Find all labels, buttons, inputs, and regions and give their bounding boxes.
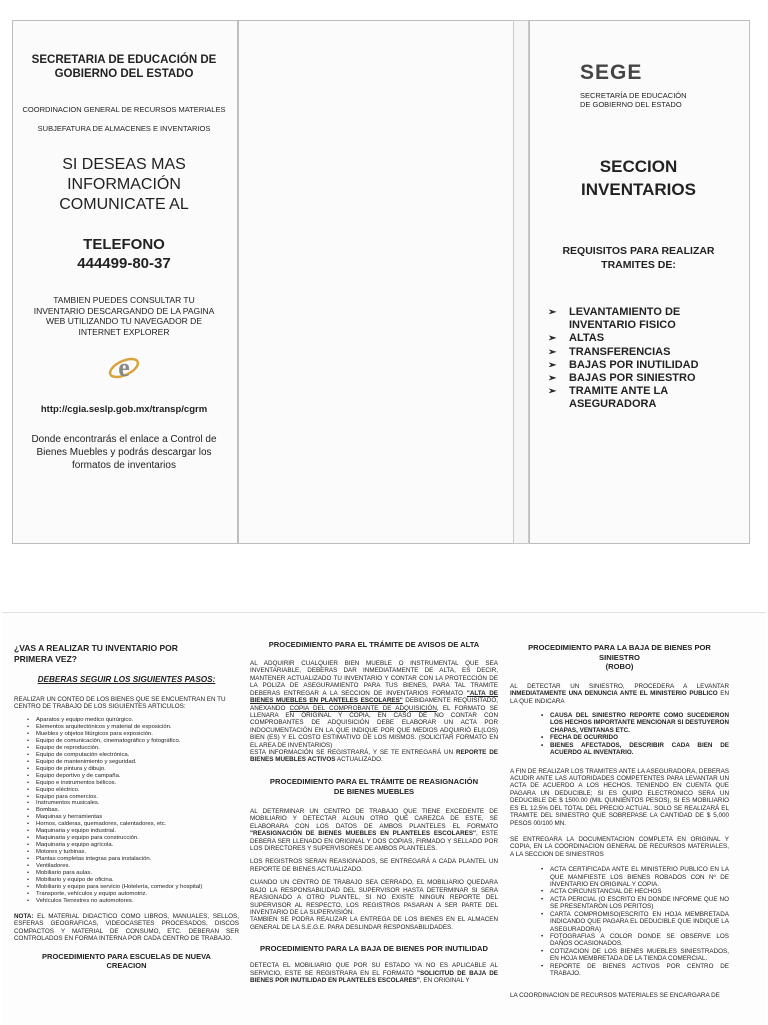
fold-strip bbox=[513, 20, 529, 544]
alta-report-name: REPORTE DE BIENES MUEBLES ACTIVOS bbox=[250, 749, 498, 764]
list-item: • Equipo de pintura y dibujo. bbox=[36, 766, 239, 773]
list-item: • Equipo de computación electrónica. bbox=[36, 752, 239, 759]
link-line3: formatos de inventarios bbox=[72, 460, 176, 471]
list-item: • Muebles y objetos litúrgicos para exposición. bbox=[36, 731, 239, 738]
list-item: • CAUSA DEL SINIESTRO REPORTE COMO SUCEDIERON LOS HECHOS IMPORTANTE MENCIONAR SI DESTUYERON CHAPAS, VENTANAS ETC. bbox=[550, 712, 729, 734]
list-item: • Hornos, calderas, quemadores, calentadores, etc. bbox=[36, 821, 239, 828]
list-item: • Motores y turbinas. bbox=[36, 849, 239, 856]
list-item: • Equipo eléctrico. bbox=[36, 787, 239, 794]
list-item: • Maquinas y herramientas bbox=[36, 814, 239, 821]
first-inventory-heading-line1: ¿VAS A REALIZAR TU INVENTARIO POR bbox=[14, 643, 178, 653]
list-item: • Instrumentos musicales. bbox=[36, 800, 239, 807]
list-item: • Maquinaria y equipo agrícola. bbox=[36, 842, 239, 849]
theft-title-line1: PROCEDIMIENTO PARA LA BAJA DE BIENES POR bbox=[528, 643, 711, 652]
list-item: • REPORTE DE BIENES ACTIVOS POR CENTRO DE TRABAJO. bbox=[550, 963, 729, 978]
requirements-line1: REQUISITOS PARA REALIZAR bbox=[562, 245, 715, 257]
link-line2: Bienes Muebles y podrás descargar los bbox=[36, 447, 212, 458]
requirements-line2: TRAMITES DE: bbox=[601, 259, 676, 271]
consult-line1: TAMBIEN PUEDES CONSULTAR TU bbox=[53, 295, 195, 305]
list-item: ➢ BAJAS POR INUTILIDAD bbox=[569, 359, 748, 372]
info-line2: INFORMACIÓN bbox=[67, 176, 181, 193]
website-url[interactable]: http://cgia.seslp.gob.mx/transp/cgrm bbox=[40, 404, 208, 415]
logo-subtitle2: DE GOBIERNO DEL ESTADO bbox=[580, 100, 682, 109]
list-item: • COTIZACION DE LOS BIENES MUEBLES SINIESTRADOS, EN HOJA MEMBRETADA DE LA TIENDA COMERCIAL. bbox=[550, 948, 729, 963]
list-item-cont: ASEGURADORA bbox=[569, 398, 657, 411]
org-name-line1: SECRETARIA DE EDUCACIÓN DE bbox=[31, 54, 217, 66]
link-line1: Donde encontrarás el enlace a Control de bbox=[31, 434, 217, 445]
theft-text-c: EN LA QUE INDICARA bbox=[510, 690, 730, 705]
reassignment-paragraph1 bbox=[250, 808, 498, 853]
list-item: • Bombas. bbox=[36, 807, 239, 814]
info-line3: COMUNICATE AL bbox=[59, 196, 189, 213]
alta-receipt: COPIA DEL COMPROBANTE DE ADQUISICIÓN bbox=[289, 704, 437, 712]
list-item: • Mobiliario para aulas. bbox=[36, 870, 239, 877]
new-schools-heading-line1: PROCEDIMIENTO PARA ESCUELAS DE NUEVA bbox=[42, 951, 211, 961]
sege-logo-text: SEGE bbox=[580, 61, 643, 84]
list-item: • Equipo de comunicación, cinematográfico y fotográfico. bbox=[36, 738, 239, 745]
list-item: ➢ BAJAS POR SINIESTRO bbox=[569, 372, 748, 385]
list-item: • ACTA CIRCUNSTANCIAL DE HECHOS bbox=[550, 888, 729, 895]
list-item: • Ventiladores. bbox=[36, 863, 239, 870]
reassign-text-c: , ESTE DEBERA SER LLENADO EN ORIGINAL Y DOS COPIAS, FIRMADO Y SELLADO POR LOS DIRECTORES Y SUPERVISORES DE AMBOS PLANTELES. bbox=[250, 830, 498, 853]
list-item: • Equipo e instrumentos bélicos. bbox=[36, 780, 239, 787]
list-item: • CARTA COMPROMISO(ESCRITO EN HOJA MEMBRETADA INDICANDO QUE PAGARA EL DEDUCIBLE QUE INDIQUE LA ASEGURADORA) bbox=[550, 911, 729, 933]
left-panel-content bbox=[14, 20, 234, 472]
disposal-uselessness-title: PROCEDIMIENTO PARA LA BAJA DE BIENES POR INUTILIDAD bbox=[260, 944, 488, 954]
list-item: • Equipo de reproducción. bbox=[36, 745, 239, 752]
coordination-line: COORDINACION GENERAL DE RECURSOS MATERIALES bbox=[22, 105, 226, 114]
list-item: • Maquinaria y equipo industrial. bbox=[36, 828, 239, 835]
title-inventarios: INVENTARIOS bbox=[581, 180, 696, 199]
note-paragraph bbox=[14, 913, 239, 943]
alta-text-a: AL ADQUIRIR CUALQUIER BIEN MUEBLE O INSTRUMENTAL QUE SEA INVENTARIABLE, DEBERAS DAR INMEDIATAMENTE DE ALTA, ES DECIR, MANTENER ACTUALIZADO TU INVENTARIO Y CONTAR CON LA PROTECCIÓN DE LA POLIZA DE ASEGURAMIENTO PARA TUS BIENES, PARA TAL TRAMITE DEBERAS ENTREGAR A LA SECCION DE INVENTARIOS FORMATO bbox=[250, 660, 498, 697]
logo-subtitle1: SECRETARÍA DE EDUCACIÓN bbox=[580, 91, 687, 100]
alta-report-suffix: ACTUALIZADO. bbox=[336, 756, 383, 764]
list-item: • Transporte, vehículos y equipo automotriz. bbox=[36, 891, 239, 898]
disposal-text-c: , EN ORIGINAL Y bbox=[419, 977, 470, 985]
reassign-text-a: AL DETERMINAR UN CENTRO DE TRABAJO QUE TIENE EXCEDENTE DE MOBILIARIO Y DETECTAR ALGUN OTRO QUE CAREZCA DE ESTE, SE ELABORARA CON LOS DATOS DE AMBOS PLANTELES EL FORMATO bbox=[250, 807, 498, 830]
info-line1: SI DESEAS MAS bbox=[62, 156, 186, 173]
phone-number: 444499-80-37 bbox=[77, 255, 171, 272]
steps-heading: DEBERAS SEGUIR LOS SIGUIENTES PASOS: bbox=[37, 675, 216, 684]
alta-text-c: DEBIDAMENTE REQUISITADO, ANEXANDO bbox=[250, 697, 498, 712]
list-item: • Maquinaria y equipo para construcción. bbox=[36, 835, 239, 842]
list-item: • Vehículos Terrestres no automotores. bbox=[36, 898, 239, 905]
alta-procedure-title: PROCEDIMIENTO PARA EL TRÁMITE DE AVISOS DE ALTA bbox=[268, 640, 480, 649]
reassignment-paragraph3: CUANDO UN CENTRO DE TRABAJO SEA CERRADO, EL MOBILIARIO QUEDARA BAJO LA RESPONSABILIDAD DEL SUPERVISOR HASTA DETERMINAR SI SERA REASIGNADO A OTRO PLANTEL, SI NO EXISTE NINGUN REPORTE DEL SUPERVISOR AL RESPECTO, LOS REGISTROS PASARAN A SER PARTE DEL INVENTARIO DE LA SUPERVISIÓN. bbox=[250, 879, 498, 916]
list-item: ➢ TRANSFERENCIAS bbox=[569, 346, 748, 359]
phone-label: TELEFONO bbox=[83, 236, 165, 253]
reassignment-paragraph4: TAMBIEN SE PODRA REALIZAR LA ENTREGA DE LOS BIENES EN EL ALMACEN GENERAL DE LA S.E.G.E. PARA DESLINDAR RESPONSABILIDADES. bbox=[250, 916, 498, 931]
disposal-form-name: "SOLICITUD DE BAJA DE BIENES POR INUTILIDAD EN PLANTELES ESCOLARES" bbox=[250, 969, 499, 985]
theft-paragraph3: SE ENTREGARA LA DOCUMENTACION COMPLETA EN ORIGINAL Y COPIA, EN LA COORDINACION GENERAL DE RECURSOS MATERIALES, A LA SECCION DE SINIESTROS bbox=[510, 835, 729, 858]
theft-title-line2: SINIESTRO bbox=[599, 652, 640, 662]
column-first-inventory bbox=[14, 643, 239, 971]
alta-form-name: "ALTA DE BIENES MUEBLES EN PLANTELES ESCOLARES" bbox=[250, 689, 498, 705]
subjefatura-line: SUBJEFATURA DE ALMACENES E INVENTARIOS bbox=[37, 124, 211, 133]
right-panel-content bbox=[529, 20, 748, 412]
list-item: • Equipo para comercios. bbox=[36, 794, 239, 801]
brochure-middle-panel bbox=[238, 20, 516, 544]
note-text: EL MATERIAL DIDACTICO COMO LIBROS, MANUALES, SELLOS, ESFERAS GEOGRAFICAS, VIDEOCASETES PROCESADOS, DISCOS COMPACTOS Y MATERIAL DE CONSUMO, ETC. DEBERAN SER CONTROLADOS EN FORMA INTERNA POR CADA CENTRO DE TRABAJO. bbox=[14, 913, 240, 943]
sege-logo bbox=[580, 61, 748, 109]
list-item: • FOTOGRAFIAS A COLOR DONDE SE OBSERVE LOS DAÑOS OCASIONADOS. bbox=[550, 933, 729, 948]
theft-text-a: AL DETECTAR UN SINIESTRO, PROCEDERA A LEVANTAR bbox=[510, 682, 729, 690]
consult-line3: WEB UTILIZANDO TU NAVEGADOR DE bbox=[45, 316, 202, 326]
list-item: • Mobiliario y equipo de oficina. bbox=[36, 877, 239, 884]
list-item: • ACTA CERTIFICADA ANTE EL MINISTERIO PUBLICO EN LA QUE MANIFIESTE LOS BIENES ROBADOS CON Nº DE INVENTARIO EN ORIGINAL Y COPIA. bbox=[550, 866, 729, 888]
alta-report-text: ESTA INFORMACIÓN SE REGISTRARÁ, Y SE TE ENTREGARÁ UN bbox=[250, 749, 454, 757]
column-theft-disposal bbox=[510, 643, 729, 999]
consult-line2: INVENTARIO DESCARGANDO DE LA PAGINA bbox=[33, 305, 215, 316]
theft-paragraph1 bbox=[510, 683, 729, 705]
consult-line4: INTERNET EXPLORER bbox=[78, 326, 170, 337]
articles-list bbox=[14, 717, 239, 905]
disposal-paragraph bbox=[250, 962, 498, 984]
list-item: • FECHA DE OCURRIDO bbox=[550, 734, 729, 741]
disposal-text-a: DETECTA EL MOBILIARIO QUE POR SU ESTADO YA NO ES APLICABLE AL SERVICIO, ESTE SE REGISTRARA EN EL FORMATO bbox=[250, 962, 498, 977]
theft-complaint: INMEDIATAMENTE UNA DENUNCIA ANTE EL MINISTERIO PUBLICO bbox=[510, 690, 718, 698]
list-item-cont: INVENTARIO FISICO bbox=[569, 319, 676, 332]
list-item: ➢ TRAMITE ANTE LA bbox=[569, 385, 748, 398]
procedures-list bbox=[542, 306, 748, 412]
column-procedures bbox=[250, 640, 498, 985]
theft-details-list bbox=[528, 712, 729, 757]
theft-footer: LA COORDINACION DE RECURSOS MATERIALES SE ENCARGARA DE bbox=[510, 991, 720, 999]
org-name-line2: GOBIERNO DEL ESTADO bbox=[54, 68, 194, 80]
list-item: • Equipo deportivo y de campaña. bbox=[36, 773, 239, 780]
first-inventory-heading-line2: PRIMERA VEZ? bbox=[14, 654, 77, 664]
theft-title-line3: (ROBO) bbox=[605, 662, 634, 672]
theft-documents-list bbox=[528, 866, 729, 977]
list-item: ➢ LEVANTAMIENTO DE bbox=[569, 306, 748, 319]
svg-text:e: e bbox=[118, 353, 130, 382]
internet-explorer-icon bbox=[107, 351, 141, 385]
list-item: • Plantas completas integras para instalación. bbox=[36, 856, 239, 863]
list-item: • Equipo de mantenimiento y seguridad. bbox=[36, 759, 239, 766]
list-item: • Elementos arquitectónicos y material de exposición. bbox=[36, 724, 239, 731]
count-instructions: REALIZAR UN CONTEO DE LOS BIENES QUE SE ENCUENTRAN EN TU CENTRO DE TRABAJO DE LOS SIGUIENTES ARTICULOS: bbox=[14, 696, 226, 711]
title-seccion: SECCION bbox=[599, 157, 678, 176]
reassignment-title: PROCEDIMIENTO PARA EL TRÁMITE DE REASIGNACIÓN DE BIENES MUEBLES bbox=[269, 776, 479, 796]
alta-text-e: , EL FORMATO SE LLENARA EN ORIGINAL Y COPIA, EN CASO DE NO CONTAR CON COMPROBANTES DE ADQUISICIÓN DEBE ELABORAR UN ACTA POR INDOCUMENTACIÓN EN LA QUE INDIQUE POR QUE MEDIOS ADQUIRIÓ EL(LOS) BIEN (ES) Y EL COSTO ESTIMATIVO DE LOS MISMOS. (SOLICITAR FORMATO EN EL AREA DE INVENTARIOS) bbox=[250, 704, 498, 749]
list-item: ➢ ALTAS bbox=[569, 332, 748, 345]
new-schools-heading-line2: CREACION bbox=[106, 961, 147, 971]
list-item: • ACTA PERICIAL (O ESCRITO EN DONDE INFORME QUE NO SE PRESENTARON LOS PERITOS) bbox=[550, 896, 729, 911]
reassign-form-name: "REASIGNACIÓN DE BIENES MUEBLES EN PLANTELES ESCOLARES" bbox=[250, 830, 477, 838]
note-label: NOTA: bbox=[14, 913, 34, 920]
list-item: • BIENES AFECTADOS, DESCRIBIR CADA BIEN DE ACUERDO AL INVENTARIO. bbox=[550, 742, 729, 757]
list-item: • Aparatos y equipo medico quirúrgico. bbox=[36, 717, 239, 724]
list-item: • Mobiliario y equipo para servicio (Hotelería, comedor y hospital) bbox=[36, 884, 239, 891]
reassignment-paragraph2: LOS REGISTROS SERAN REASIGNADOS, SE ENTREGARÁ A CADA PLANTEL UN REPORTE DE BIENES ACTUALIZADO. bbox=[250, 858, 498, 873]
alta-report-paragraph bbox=[250, 749, 498, 764]
theft-paragraph2: A FIN DE REALIZAR LOS TRAMITES ANTE LA ASEGURADORA, DEBERAS ACUDIR ANTE LAS AUTORIDADES COMPETENTES PARA LEVANTAR UN ACTA DE ACUERDO A LOS HECHOS. TENIENDO EN CUENTA QUE PAGARA UN DEDUCIBLE; SI ES QUIPO ELECTRONICO SERA UN DEDUCIBLE DE $ 1500.00 (MIL QUINIENTOS PESOS), SI ES MOBILIARIO ES EL 12.5% DEL TOTAL DEL PRECIO ACTUAL. SOLO SE REALIZARÁ EL TRAMITE DEL SINIESTRO QUE SOBREPASE LA CANTIDAD DE $ 5,000 PESOS 00/100 MN. bbox=[510, 767, 729, 827]
alta-paragraph bbox=[250, 660, 498, 749]
